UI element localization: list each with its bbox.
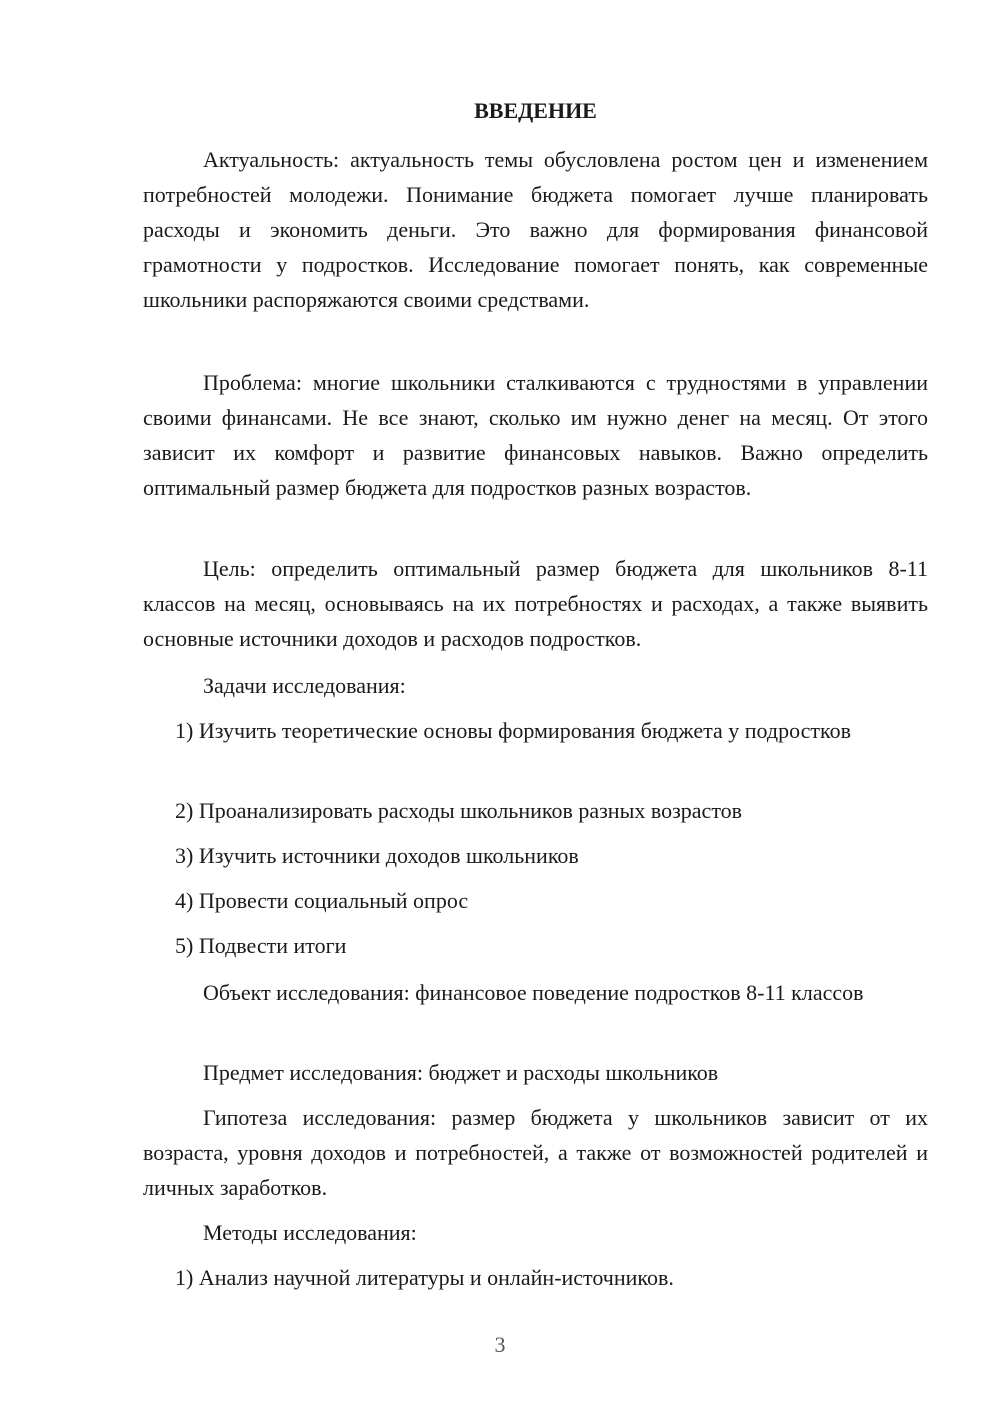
goal-paragraph: Цель: определить оптимальный размер бюджета для школьников 8-11 классов на месяц, основываясь на их потребностях и расходах, а также выявить основные источники доходов и расходов подростков. <box>143 556 928 651</box>
method-item: 1) Анализ научной литературы и онлайн-источников. <box>175 1265 674 1290</box>
subject-paragraph: Предмет исследования: бюджет и расходы школьников <box>203 1060 719 1085</box>
page-number: 3 <box>494 1332 506 1357</box>
problem-paragraph: Проблема: многие школьники сталкиваются с трудностями в управлении своими финансами. Не все знают, сколько им нужно денег на месяц. От этого зависит их комфорт и развитие финансовых навыков. Важно определить оптимальный размер бюджета для подростков разных возрастов. <box>143 370 928 500</box>
methods-heading: Методы исследования: <box>203 1220 417 1245</box>
task-item: 3) Изучить источники доходов школьников <box>175 843 579 868</box>
section-title: ВВЕДЕНИЕ <box>474 98 597 123</box>
task-item: 4) Провести социальный опрос <box>175 888 469 913</box>
tasks-heading: Задачи исследования: <box>203 673 406 698</box>
task-item: 2) Проанализировать расходы школьников разных возрастов <box>175 798 743 823</box>
relevance-paragraph: Актуальность: актуальность темы обусловлена ростом цен и изменением потребностей молодежи. Понимание бюджета помогает лучше планировать расходы и экономить деньги. Это важно для формирования финансовой грамотности у подростков. Исследование помогает понять, как современные школьники распоряжаются своими средствами. <box>143 147 928 312</box>
object-paragraph: Объект исследования: финансовое поведение подростков 8-11 классов <box>203 980 864 1005</box>
task-item: 5) Подвести итоги <box>175 933 347 958</box>
task-item: 1) Изучить теоретические основы формирования бюджета у подростков <box>175 718 851 743</box>
hypothesis-paragraph: Гипотеза исследования: размер бюджета у школьников зависит от их возраста, уровня доходов и потребностей, а также от возможностей родителей и личных заработков. <box>143 1105 928 1200</box>
